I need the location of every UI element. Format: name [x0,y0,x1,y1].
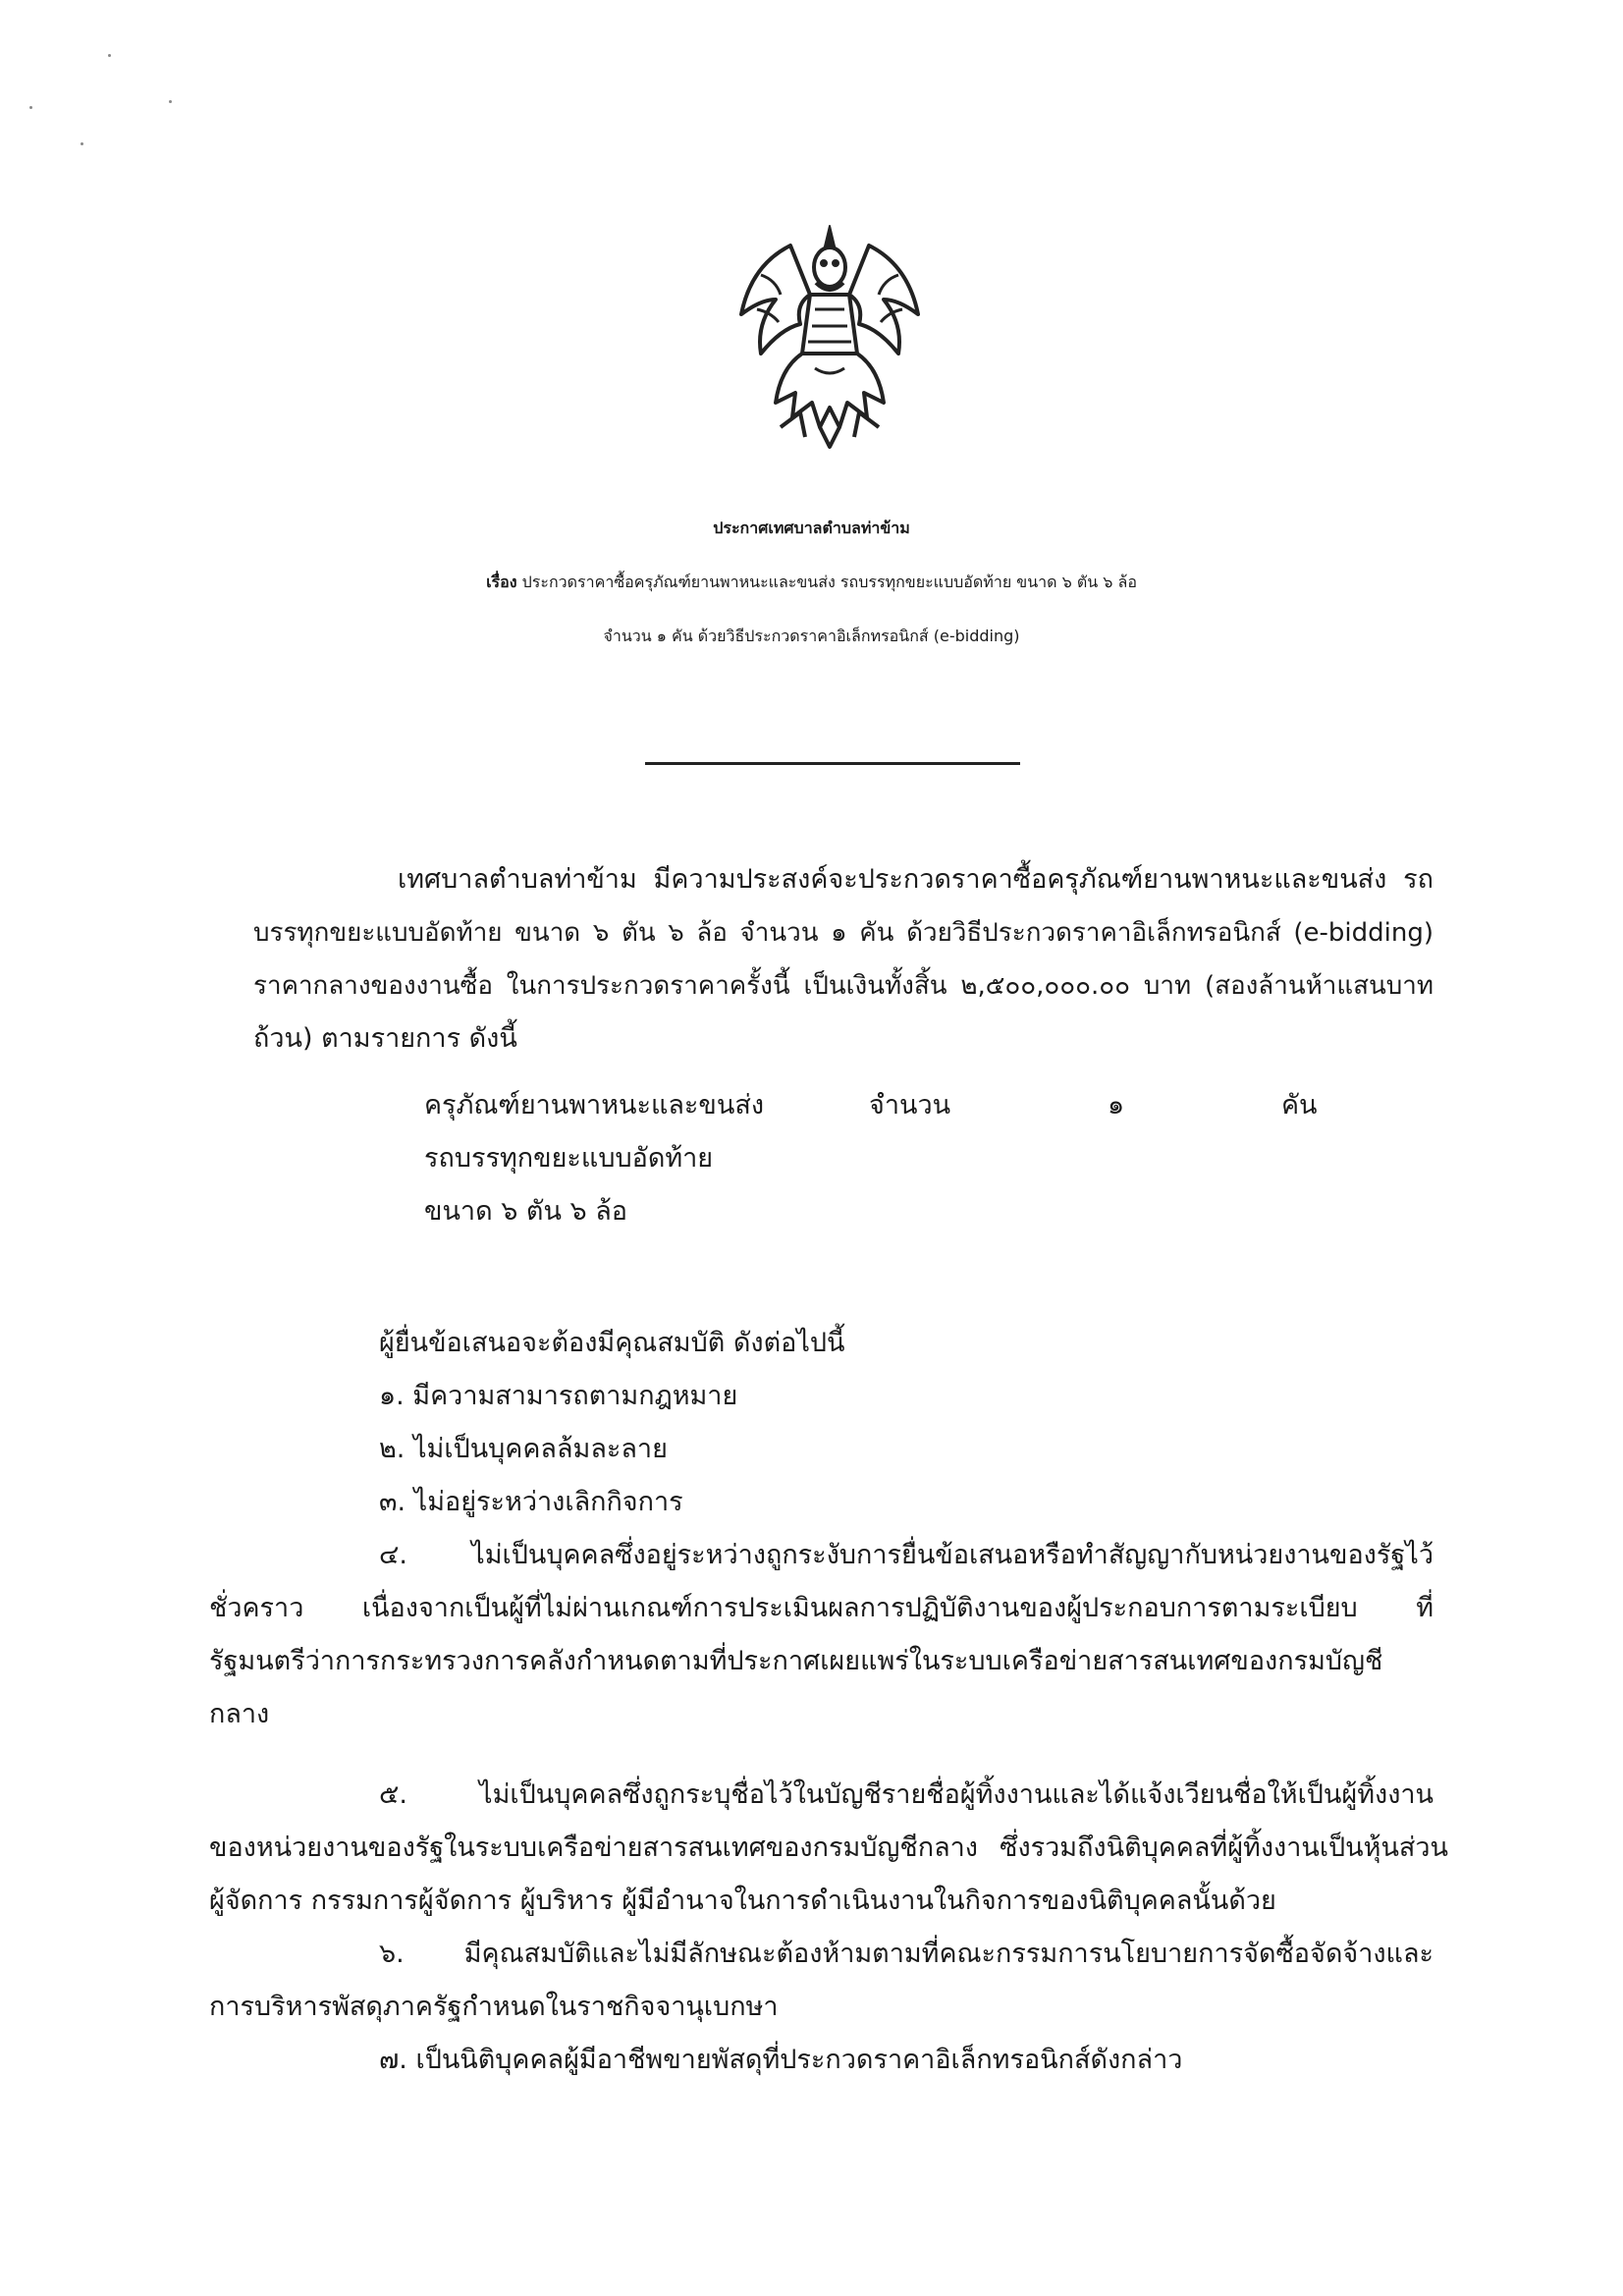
scan-speck [81,142,83,145]
qualification-5-line-1: ๕. ไม่เป็นบุคคลซึ่งถูกระบุชื่อไว้ในบัญชีรายชื่อผู้ทิ้งงานและได้แจ้งเวียนชื่อให้เป็นผู้ทิ้งงาน [379,1779,1434,1810]
qualification-7: ๗. เป็นนิติบุคคลผู้มีอาชีพขายพัสดุที่ประกวดราคาอิเล็กทรอนิกส์ดังกล่าว [379,2045,1183,2075]
title-heading: ประกาศเทศบาลตำบลท่าข้าม [713,519,910,537]
qualification-2: ๒. ไม่เป็นบุคคลล้มละลาย [379,1434,668,1464]
intro-line-1: เทศบาลตำบลท่าข้าม มีความประสงค์จะประกวดราคาซื้อครุภัณฑ์ยานพาหนะและขนส่ง รถ [398,864,1434,895]
qualification-4-line-4: กลาง [209,1699,270,1729]
item-qty-label: จำนวน [869,1090,951,1121]
scan-speck [108,54,111,57]
announcement-title [0,501,1623,663]
qualification-4-line-2: ชั่วคราว เนื่องจากเป็นผู้ที่ไม่ผ่านเกณฑ์การประเมินผลการปฏิบัติงานของผู้ประกอบการตามระเบียบ ที่ [209,1593,1434,1623]
item-unit: คัน [1281,1090,1318,1121]
garuda-emblem-icon [722,206,938,452]
intro-line-3: ราคากลางของงานซื้อ ในการประกวดราคาครั้งนี้ เป็นเงินทั้งสิ้น ๒,๕๐๐,๐๐๐.๐๐ บาท (สองล้านห้าแสนบาท [253,971,1434,1001]
item-name-line-1: ครุภัณฑ์ยานพาหนะและขนส่ง [424,1090,765,1121]
qualifications-heading: ผู้ยื่นข้อเสนอจะต้องมีคุณสมบัติ ดังต่อไปนี้ [379,1328,845,1358]
item-qty: ๑ [1108,1090,1125,1121]
qualification-4-line-3: รัฐมนตรีว่าการกระทรวงการคลังกำหนดตามที่ประกาศเผยแพร่ในระบบเครือข่ายสารสนเทศของกรมบัญชี [209,1646,1383,1676]
intro-line-2: บรรทุกขยะแบบอัดท้าย ขนาด ๖ ตัน ๖ ล้อ จำนวน ๑ คัน ด้วยวิธีประกวดราคาอิเล็กทรอนิกส์ (e-bidding) [253,918,1434,948]
qualification-6-line-2: การบริหารพัสดุภาครัฐกำหนดในราชกิจจานุเบกษา [209,1992,779,2022]
qualification-5-line-3: ผู้จัดการ กรรมการผู้จัดการ ผู้บริหาร ผู้มีอำนาจในการดำเนินงานในกิจการของนิติบุคคลนั้นด้วย [209,1886,1276,1916]
item-name-line-2: รถบรรทุกขยะแบบอัดท้าย [424,1143,714,1174]
qualification-1: ๑. มีความสามารถตามกฎหมาย [379,1381,738,1411]
qualification-4-line-1: ๔. ไม่เป็นบุคคลซึ่งอยู่ระหว่างถูกระงับการยื่นข้อเสนอหรือทำสัญญากับหน่วยงานของรัฐไว้ [379,1540,1434,1570]
scan-speck [169,100,172,103]
title-divider [645,762,1020,765]
subject-text: ประกวดราคาซื้อครุภัณฑ์ยานพาหนะและขนส่ง รถบรรทุกขยะแบบอัดท้าย ขนาด ๖ ตัน ๖ ล้อ [521,573,1137,591]
intro-line-4: ถ้วน) ตามรายการ ดังนี้ [253,1023,517,1054]
title-subject-continued: จำนวน ๑ คัน ด้วยวิธีประกวดราคาอิเล็กทรอนิกส์ (e-bidding) [603,627,1020,645]
qualification-6-line-1: ๖. มีคุณสมบัติและไม่มีลักษณะต้องห้ามตามที่คณะกรรมการนโยบายการจัดซื้อจัดจ้างและ [379,1939,1434,1969]
qualification-5-line-2: ของหน่วยงานของรัฐในระบบเครือข่ายสารสนเทศของกรมบัญชีกลาง ซึ่งรวมถึงนิติบุคคลที่ผู้ทิ้งงานเป็นหุ้นส่วน [209,1832,1448,1863]
qualification-3: ๓. ไม่อยู่ระหว่างเลิกกิจการ [379,1487,683,1517]
subject-label: เรื่อง [486,573,517,591]
item-name-line-3: ขนาด ๖ ตัน ๖ ล้อ [424,1196,627,1227]
scan-speck [29,106,32,109]
title-subject [0,555,1623,609]
